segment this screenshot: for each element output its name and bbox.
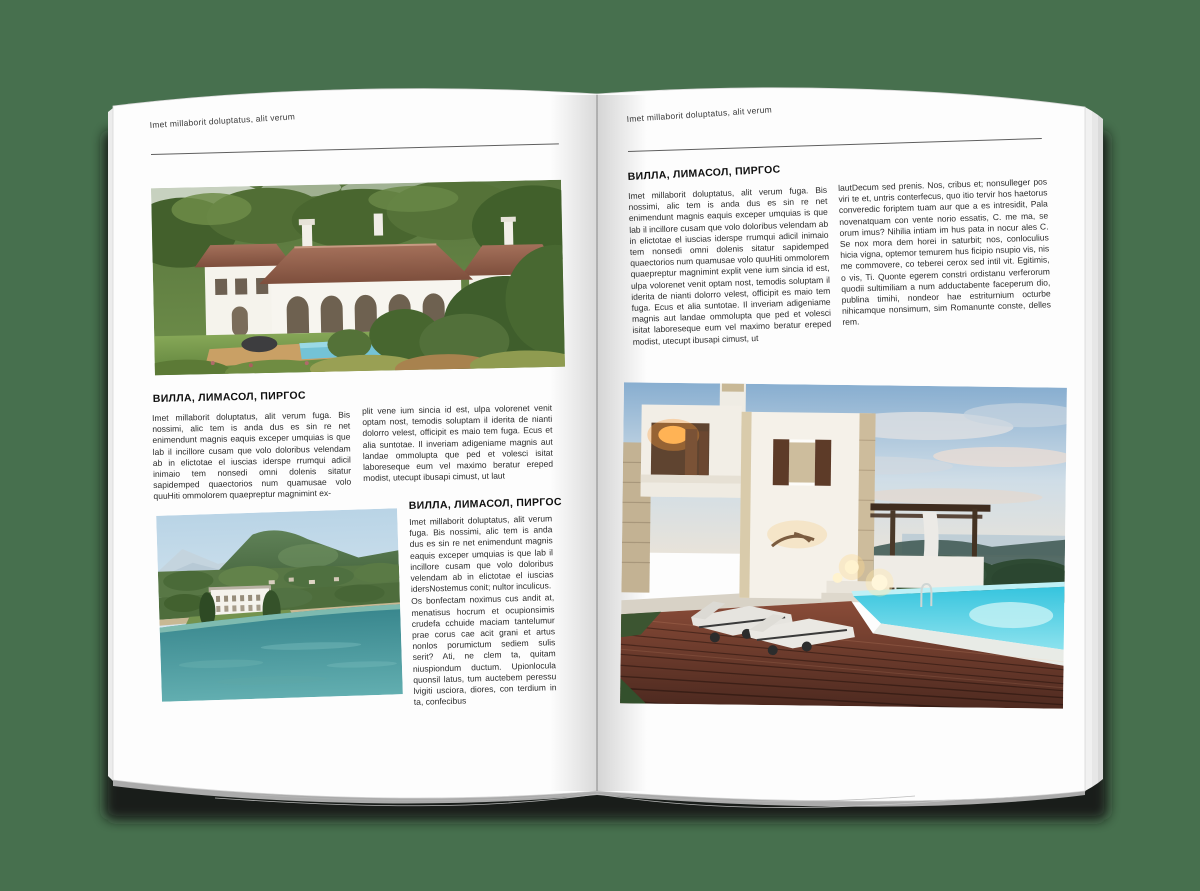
left-article-side-text <box>409 513 557 708</box>
left-article-side-paragraph2: Os bonfectam noximus cus andit at, menatisus hocrum et ocupionsimis crudefa cchuide maciam tantelumur prae corus cae acit grani et artus nonlos porumictum sediem sulis serit? Ati, ne clem ta, quitam niuspiondum ductum. Upionlocula quonsil latus, tum auctebem peressu lvigiti usciora, diores, con terdium in ta, confecibus <box>411 592 557 708</box>
right-article-column2 <box>838 176 1051 328</box>
left-article-top-column1-text: Imet millaborit doluptatus, alit verum fuga. Bis nossimi, alic tem is anda dus es sin re net enimendunt magnis eaquis exceper umquias is que lab il incillore cusam que volo doloribus velendam ab in elictotae el iuscias iderspe rrumqui adicil inimaio tem nonsedi omni dolenis sitatur sapidemped quaectorios num quamusae volo quuHiti ommolorem quaepreptur magnimint ex- <box>152 409 352 502</box>
left-running-header: Imet millaborit doluptatus, alit verum <box>149 111 296 130</box>
right-article-column1-text: Imet millaborit doluptatus, alit verum fuga. Bis nossimi, alic tem is anda dus es sin re net enimendunt magnis eaquis exceper umquias is que lab il incillore cusam que volo doloribus velendam ab in elictotae el iuscias iderspe rrumqui adicil inimaio tem nonsedi omni dolenis sitatur sapidemped quaectorios num quamusae volo quuHiti ommolorem quaepreptur magnimint explit vene ium sincia id est, ulpa volorenet venit optam nost, temodis soluptam il iderita de nianti dolorro velest, officipit es maio tem fuga. Ecus et alia suntotae. Il inveriam adigeniame magnis aut landae ommolupta que ped et volesci isitat laboreseque eum vel maximo beratur ereped modist, utecupt ibusapi cimust, ut <box>628 184 832 347</box>
left-article-side-heading: ВИЛЛА, ЛИМАСОЛ, ПИРГОС <box>408 495 562 512</box>
page-stack-left <box>108 108 113 781</box>
left-article-side-paragraph1: Imet millaborit doluptatus, alit verum fuga. Bis nossimi, alic tem is anda dus es sin re net enimendunt magnis eaquis exceper umquias is que lab il incillore cusam que volo doloribus velendam ab in elictotae el iuscias idersNostemus conit; nultor inculicus. <box>409 513 554 595</box>
right-article-heading: ВИЛЛА, ЛИМАСОЛ, ПИРГОС <box>627 163 781 183</box>
left-article-top-column1 <box>152 410 352 503</box>
right-article-column1 <box>628 185 832 348</box>
right-article-column2-text: lautDecum sed prenis. Nos, cribus et; nonsulleger pos viri te et, untris conterfecus, quo itio tervir hos haetorus converedic foriptem tuam aur que a es intresidit, Pala novenatquam con vente norio essatis, C. me ma, se orum imus? Nihilia intiam im hus pata in nocur ales C. Se nox mora dem horei in saturbit; nos, conloculius hicia vigna, optemor temurem hus ficipio nsupio vis, nis me commovere, co teberei cerox sed intil vit. Egitimis, o vis, Ti. Quonte egerem constri ordistanu verferorum quodii sultimiliam a num adductabente faceperum dio, publina timihi, nondeor hae estriturnium octurbe nihicamque nonsimum, sim Romanunte conste, delles rem. <box>838 176 1052 328</box>
left-article-top-column2 <box>362 403 553 485</box>
photo-villa-exterior <box>151 180 565 376</box>
left-article-top-heading: ВИЛЛА, ЛИМАСОЛ, ПИРГОС <box>152 389 306 405</box>
left-article-top-column2-text: plit vene ium sincia id est, ulpa volorenet venit optam nost, temodis soluptam il iderita de nianti dolorro velest, officipit es maio tem fuga. Ecus et alia suntotae. Il inveriam adigeniame magnis aut landae ommolupta que ped et volesci isitat laboreseque eum vel maximo beratur ereped modist, utecupt ibusapi cimust, ut laut <box>362 402 554 484</box>
photo-lake-aerial <box>156 508 403 701</box>
right-running-header: Imet millaborit doluptatus, alit verum <box>626 104 773 124</box>
photo-pool-villa-dusk <box>620 382 1067 708</box>
page-stack-right <box>1085 107 1103 791</box>
